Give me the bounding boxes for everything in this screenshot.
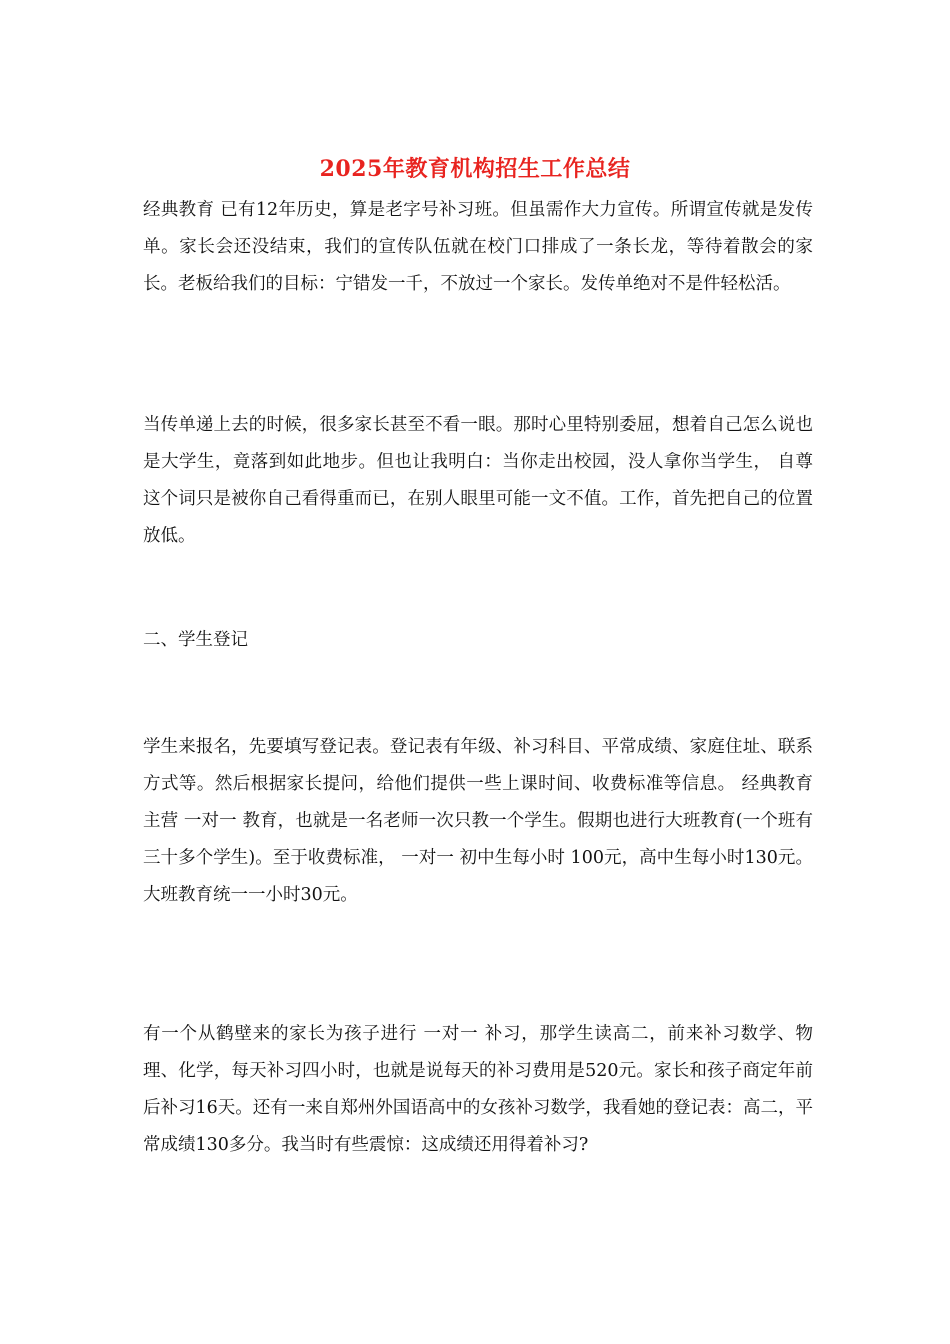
- paragraph-flyers: 当传单递上去的时候，很多家长甚至不看一眼。那时心里特别委屈，想着自己怎么说也是大学生，竟落到如此地步。但也让我明白：当你走出校园，没人拿你当学生， 自尊 这个词只是被你自己看得重而已，在别人眼里可能一文不值。工作，首先把自己的位置放低。: [143, 415, 813, 546]
- paragraph-registration: 学生来报名，先要填写登记表。登记表有年级、补习科目、平常成绩、家庭住址、联系方式等。然后根据家长提问，给他们提供一些上课时间、收费标准等信息。 经典教育 主营 一对一 教育，也就是一名老师一次只教一个学生。假期也进行大班教育(一个班有三十多个学生)。至于收费标准， 一对一 初中生每小时 100元，高中生每小时130元。大班教育统一一小时30元。: [143, 737, 813, 905]
- document-title: 2025年教育机构招生工作总结: [319, 156, 631, 182]
- paragraph-intro: 经典教育 已有12年历史，算是老字号补习班。但虽需作大力宣传。所谓宣传就是发传单。家长会还没结束，我们的宣传队伍就在校门口排成了一条长龙，等待着散会的家长。老板给我们的目标：宁错发一千，不放过一个家长。发传单绝对不是件轻松活。: [143, 200, 813, 294]
- section-heading-registration: 二、学生登记: [143, 630, 248, 650]
- paragraph-example: 有一个从鹤壁来的家长为孩子进行 一对一 补习，那学生读高二，前来补习数学、物理、化学，每天补习四小时，也就是说每天的补习费用是520元。家长和孩子商定年前后补习16天。还有一来自郑州外国语高中的女孩补习数学，我看她的登记表：高二，平常成绩130多分。我当时有些震惊：这成绩还用得着补习?: [143, 1024, 813, 1155]
